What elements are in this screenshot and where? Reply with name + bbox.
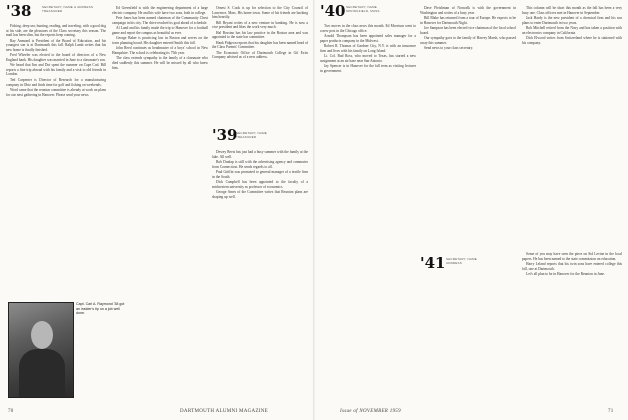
class-header-line: TREASURER [236, 134, 257, 139]
paragraph: Dave Fleishman of Norwalk is with the government in Washington and writes of a busy year. [420, 6, 516, 15]
photo-uniform [19, 349, 65, 397]
paragraph: Bill Blake has returned from a tour of Europe. He expects to be in Hanover for Dartmouth Night. [420, 16, 516, 25]
paragraph: Fred Wheeler was elected to the board of directors of a New England bank. His daughter was married in June to a classmate's son. [6, 53, 106, 62]
text-column [212, 6, 308, 124]
paragraph: Two moves in the class news this month. Ed Morrison went to a new post in the Chicago office. [320, 24, 416, 33]
paragraph: Bob Dunlap is still with the advertising agency and commutes from Connecticut. He sends regards to all. [212, 160, 308, 169]
paragraph: Arnold Thompson has been appointed sales manager for a paper products company in the Midwest. [320, 34, 416, 43]
paragraph: Ted Carpenter is Director of Research for a manufacturing company in Ohio and finds time for golf and fishing on weekends. [6, 78, 106, 87]
paragraph: Fishing, deep sea, hunting, reading, and traveling, with a good dog at his side, are the pleasures of the Class secretary this season. The mail has been slim, but the reports keep coming. [6, 24, 106, 38]
paragraph: Some of you may have seen the piece on Sid Levine in the local papers. He has been named to the state commission on education. [522, 252, 622, 261]
paragraph: John Reed continues as headmaster of a boys' school in New Hampshire. The school is celebrating its 75th year. [112, 46, 208, 55]
class-header [446, 258, 477, 265]
paragraph: Jay Spencer is in Hanover for the fall term as visiting lecturer in government. [320, 64, 416, 73]
page-number-left: 70 [8, 409, 14, 414]
paragraph: Dewey Beets has just had a busy summer with the family at the lake. All well. [212, 150, 308, 159]
paragraph: Word came that the reunion committee is already at work on plans for our next gathering in Hanover. Please send your news. [6, 88, 106, 97]
paragraph: This column will be short this month as the fall has been a very busy one. Class officers met in Hanover in September. [522, 6, 622, 15]
paragraph: Ray Anmond is President of the Board of Education, and his youngest son is at Dartmouth this fall. Ralph Lamb writes that his new home is finally finished. [6, 38, 106, 52]
class-header-line: SPRINGFIELD, MASS. [346, 8, 381, 13]
class-header-line: SECRETARY, NAME [236, 131, 268, 135]
class-header-line: SECRETARY, NAME & ADDRESS [42, 5, 94, 9]
issue-date-footer: Issue of NOVEMBER 1959 [340, 409, 401, 414]
paragraph: Al Lund and his family made the trip to Hanover for a football game and report the campus as beautiful as ever. [112, 26, 208, 35]
text-column [6, 24, 106, 299]
paragraph: Lt. Col. Bud Ross, who moved to Texas, has started a new assignment at an air base near San Antonio. [320, 54, 416, 63]
text-column [522, 252, 622, 402]
class-header [42, 6, 93, 13]
class-year-heading: '40 [320, 2, 346, 20]
paragraph: Robert R. Thomas of Gardner City, N.Y. is with an insurance firm and lives with his family on Long Island. [320, 44, 416, 53]
class-header-line: TREASURER [42, 8, 63, 13]
paragraph: Pete Jones has been named chairman of the Community Chest campaign in his city. The drive reached its goal ahead of schedule. [112, 16, 208, 25]
photo-face [31, 321, 53, 349]
class-header-line: SECRETARY, NAME [446, 257, 478, 261]
paragraph: Our sympathy goes to the family of Harvey Marsh, who passed away this summer. [420, 36, 516, 45]
paragraph: We heard that Jim and Dot spent the summer on Cape Cod. Bill reports a fine trip abroad with his family and a visit to old friends in London. [6, 63, 106, 77]
text-column [522, 6, 622, 246]
paragraph: Ornest S. Cook is up for selection to the City Council of Lawrence, Mass. His home town. Some of his friends are backing him heartily. [212, 6, 308, 20]
paragraph: George Ames of the Committee writes that Reunion plans are shaping up well. [212, 190, 308, 199]
paragraph: Hal Bossino has his law practice in the Boston area and was appointed to the state bar committee. [212, 30, 308, 40]
class-year-heading: '39 [212, 126, 238, 144]
paragraph: The class extends sympathy to the family of a classmate who died suddenly this summer. He will be missed by all who knew him. [112, 56, 208, 70]
paragraph: Send news to your class secretary. [424, 46, 474, 51]
classmate-photo [8, 302, 74, 398]
magazine-title-footer: DARTMOUTH ALUMNI MAGAZINE [180, 409, 269, 414]
paragraph: Dick Campbell has been appointed to the faculty of a midwestern university as professor of economics. [212, 180, 308, 189]
class-header-line: ADDRESS [446, 260, 462, 265]
paragraph: Harry Leland reports that his twin sons have entered college this fall, one at Dartmouth. [522, 262, 622, 271]
paragraph: Joe Sampson has been elected vice chairman of the local school board. [420, 26, 516, 35]
paragraph: Bob Mitchell retired from the Navy and has taken a position with an electronics company in California. [522, 26, 622, 35]
paragraph: George Baker is practicing law in Boston and serves on the town planning board. His daughter entered Smith this fall. [112, 36, 208, 45]
paragraph: Bill Bryant writes of a new venture in banking. He is now a vice president and likes the work very much. [212, 20, 308, 30]
paragraph: Ed Greenfield is with the engineering department of a large electric company. He and his wife have two sons, both in college. [112, 6, 208, 15]
paragraph: Paul Griffin was promoted to general manager of a textile firm in the South. [212, 170, 308, 179]
photo-caption: Capt. Carl A. Raymond '38 got an insider's tip on a job well done. [76, 302, 125, 315]
class-year-heading: '38 [6, 2, 32, 20]
text-column [420, 6, 516, 402]
class-header [346, 6, 381, 13]
class-header-line: SECRETARY, NAME [346, 5, 378, 9]
paragraph: Jack Hardy is the new president of a chemical firm and his son plans to enter Dartmouth in two years. [522, 16, 622, 25]
class-year-heading: '41 [420, 254, 446, 272]
text-column [320, 24, 416, 402]
page-gutter [313, 0, 315, 420]
paragraph: Let's all plan to be in Hanover for the Reunion in June. [526, 272, 605, 277]
page-number-right: 71 [608, 409, 614, 414]
paragraph: Hank Pidgeon reports that his daughter has been named head of the Class Parents' Committee. [212, 40, 308, 50]
paragraph: The Economic Office of Dartmouth College in Gif Exits Company advised us of a new address. [212, 50, 308, 60]
text-column [112, 6, 208, 401]
class-header [236, 132, 267, 139]
paragraph: Dick Elwood writes from Switzerland where he is stationed with his company. [522, 36, 622, 45]
text-column [212, 150, 308, 402]
